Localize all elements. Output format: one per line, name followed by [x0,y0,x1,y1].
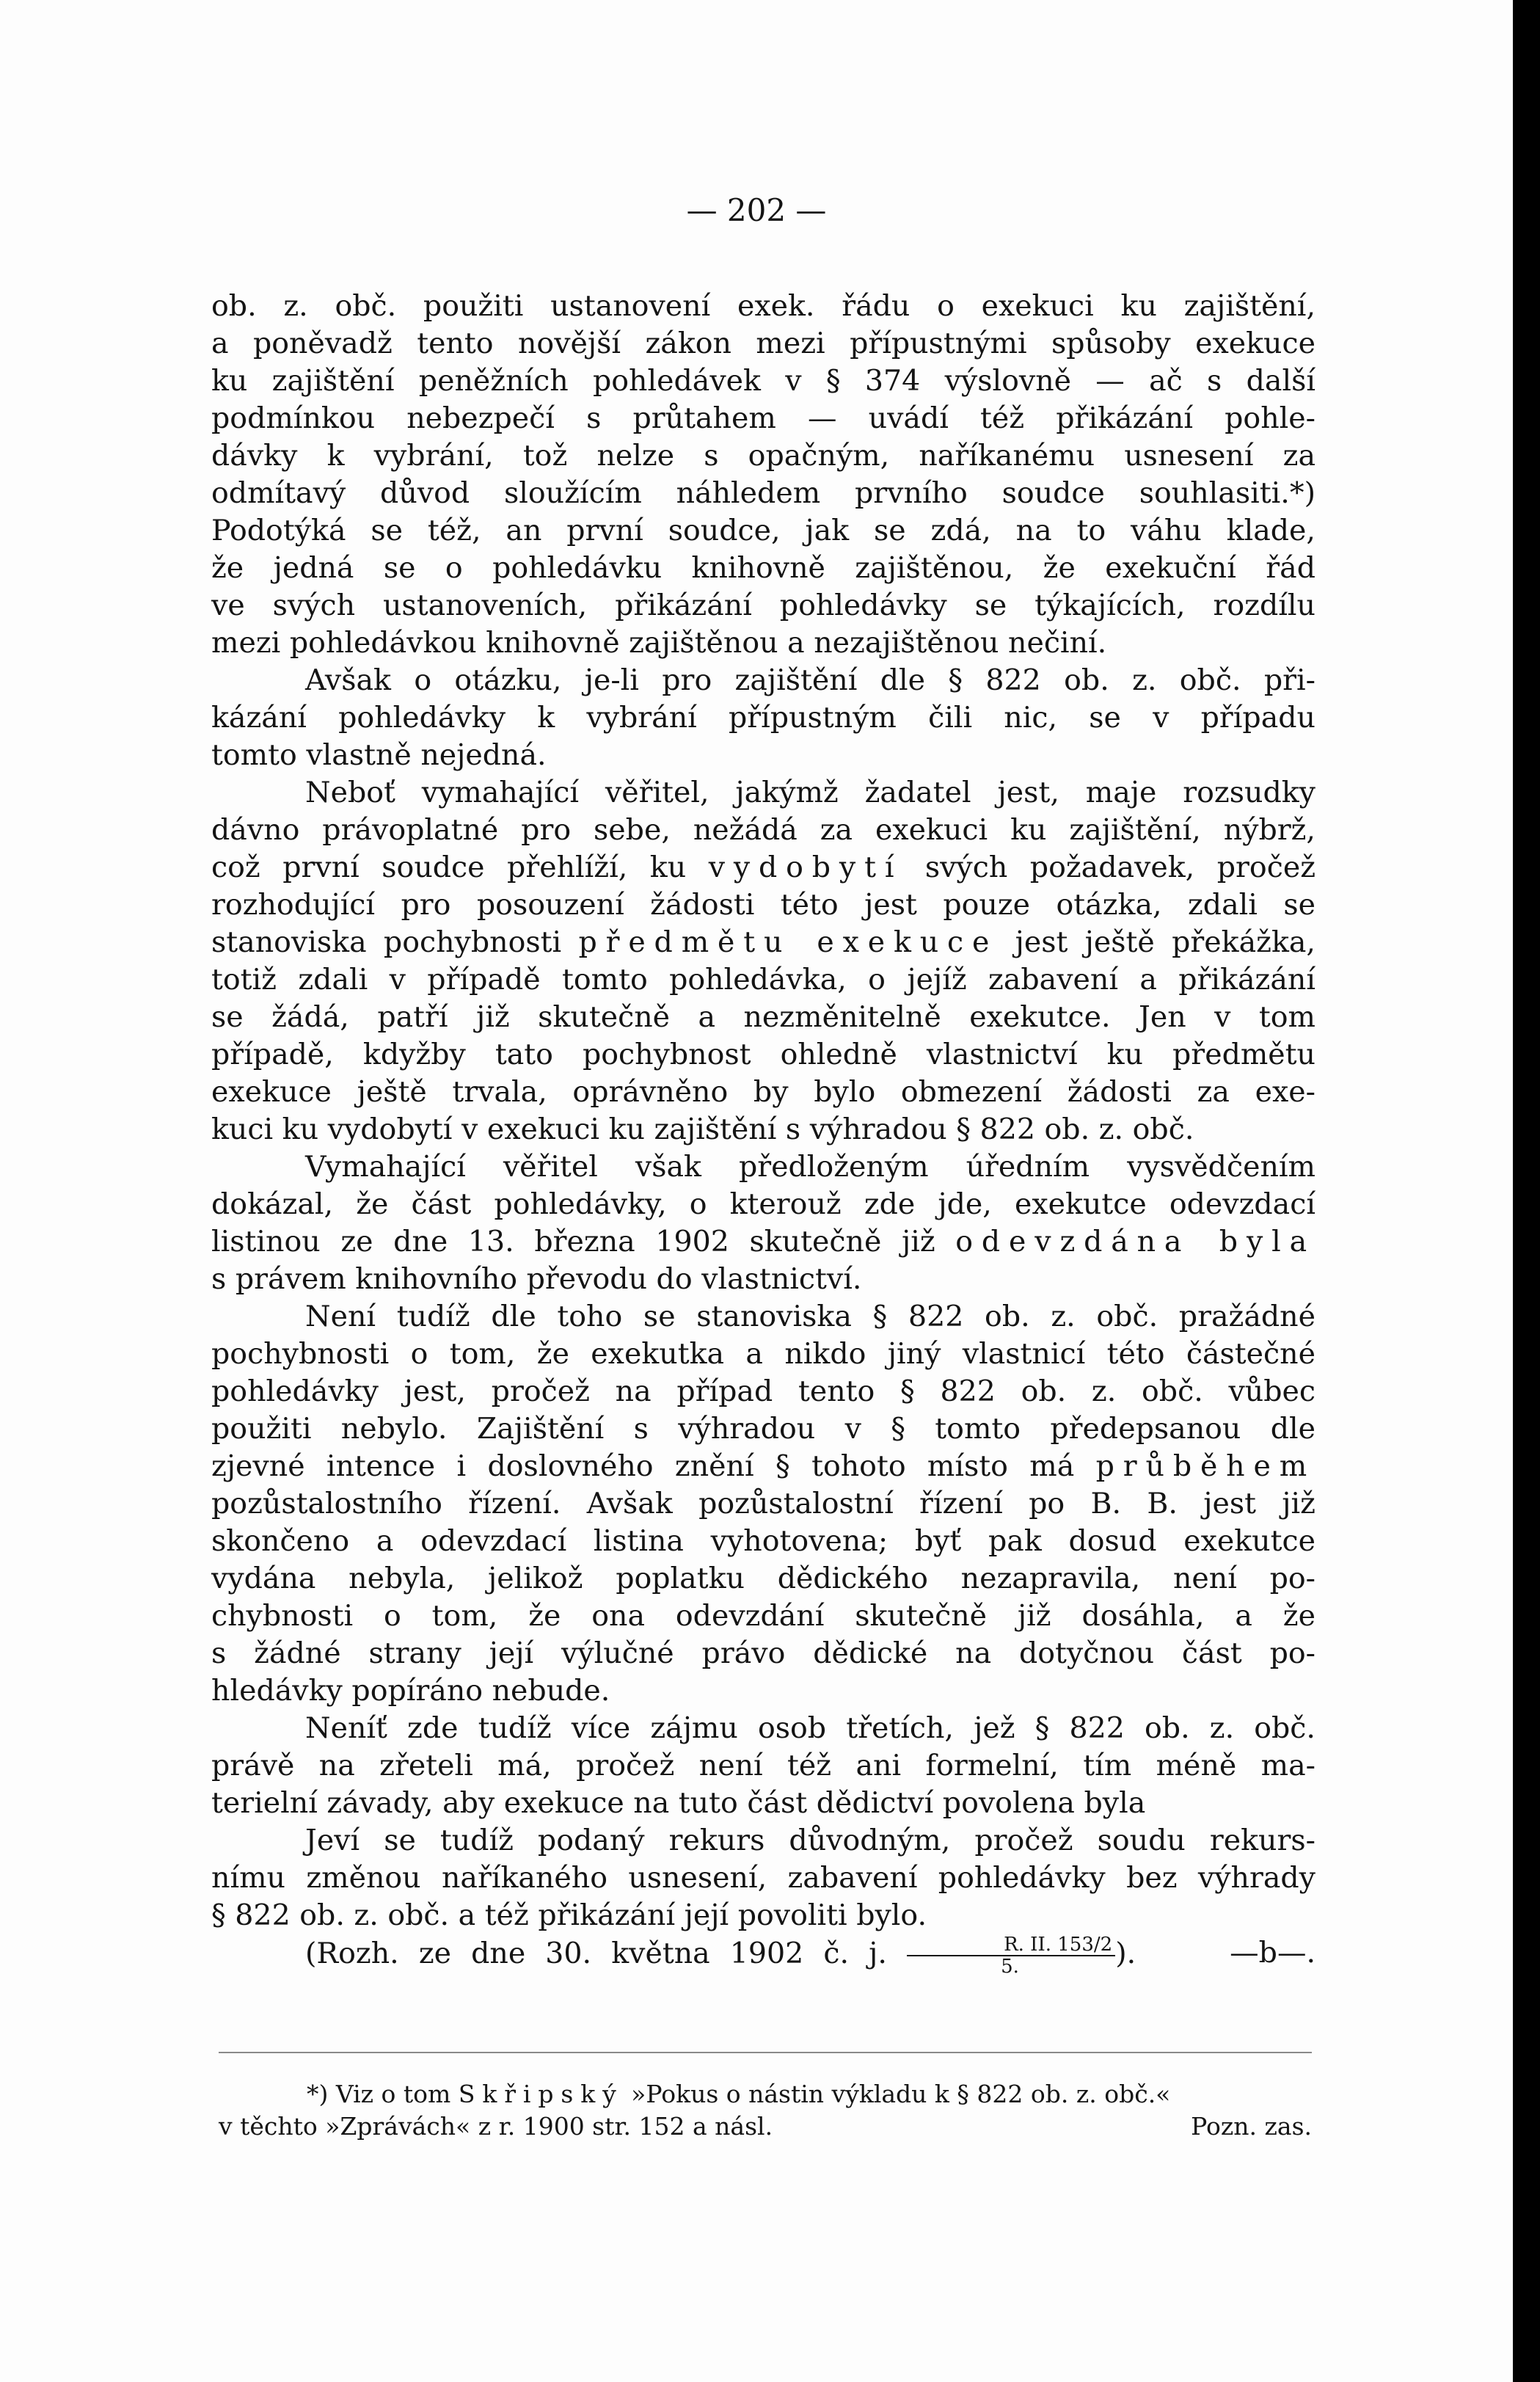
line-part: »Pokus o nástin výkladu k § 822 ob. z. obč.« [631,2080,1171,2108]
text-line: s právem knihovního převodu do vlastnictví. [211,1262,862,1296]
text-line: podmínkou nebezpečí s průtahem — uvádí též přikázání pohle- [211,401,1315,435]
text-line: ob. z. obč. použiti ustanovení exek. řádu o exekuci ku zajištění, [211,289,1315,323]
text-line: totiž zdali v případě tomto pohledávka, o jejíž zabavení a přikázání [211,963,1315,997]
text-line: Není tudíž dle toho se stanoviska § 822 ob. z. obč. pražádné [305,1300,1315,1333]
footnote-line [219,2078,1312,2110]
text-line: Vymahající věřitel však předloženým úředním vysvědčením [305,1150,1315,1184]
line-part: v těchto »Zprávách« z r. 1900 str. 152 a násl. [219,2112,773,2141]
page-number: — 202 — [686,192,827,228]
citation-line [211,1934,1315,1977]
text-line: dokázal, že část pohledávky, o kterouž zde jde, exekutce odevzdací [211,1187,1315,1221]
fraction-denominator: 5. [1001,1956,1019,1978]
text-line: Avšak o otázku, je-li pro zajištění dle § 822 ob. z. obč. při- [305,663,1315,697]
line-part: stanoviska pochybnosti [211,925,562,959]
text-line: a poněvadž tento novější zákon mezi přípustnými spůsoby exekuce [211,327,1315,360]
text-line: kázání pohledávky k vybrání přípustným čili nic, se v případu [211,701,1315,735]
text-line: Neboť vymahající věřitel, jakýmž žadatel jest, maje rozsudky [305,776,1315,809]
text-line: tomto vlastně nejedná. [211,738,547,772]
line-part: svých požadavek, pročež [924,851,1315,884]
text-line: Podotýká se též, an první soudce, jak se zdá, na to váhu klade, [211,514,1315,547]
text-line: rozhodující pro posouzení žádosti této jest pouze otázka, zdali se [211,888,1315,922]
text-line: skončeno a odevzdací listina vyhotovena; byť pak dosud exekutce [211,1524,1315,1558]
spaced-emphasis: předmětu exekuce [578,925,999,959]
footnote-rule [219,2052,1312,2053]
line-part: což první soudce přehlíží, ku [211,851,687,884]
footnote-line [219,2110,1312,2143]
text-line: vydána nebyla, jelikož poplatku dědického nezapravila, není po- [211,1562,1315,1595]
text-line: případě, kdyžby tato pochybnost ohledně vlastnictví ku předmětu [211,1038,1315,1071]
spaced-emphasis: průběhem [1095,1449,1315,1483]
text-line: pohledávky jest, pročež na případ tento § 822 ob. z. obč. vůbec [211,1374,1315,1408]
author-mark: —b—. [1230,1936,1315,1970]
text-line: Neníť zde tudíž více zájmu osob třetích, jež § 822 ob. z. obč. [305,1711,1315,1745]
citation-text: (Rozh. ze dne 30. května 1902 č. j. [305,1937,887,1970]
text-line: exekuce ještě trvala, oprávněno by bylo obmezení žádosti za exe- [211,1075,1315,1109]
text-line: použiti nebylo. Zajištění s výhradou v § tomto předepsanou dle [211,1412,1315,1446]
text-line: Jeví se tudíž podaný rekurs důvodným, pročež soudu rekurs- [305,1824,1315,1857]
editor-note: Pozn. zas. [1191,2112,1312,2141]
spaced-emphasis: vydobytí [708,851,903,884]
text-line: kuci ku vydobytí v exekuci ku zajištění s výhradou § 822 ob. z. obč. [211,1112,1194,1146]
text-line: s žádné strany její výlučné právo dědické na dotyčnou část po- [211,1636,1315,1670]
text-line [211,1223,1315,1261]
text-line [211,1448,1315,1485]
line-part: zjevné intence i doslovného znění § tohoto místo má [211,1449,1075,1483]
spaced-emphasis: Skřipský [458,2080,624,2108]
fraction-numerator: R. II. 153/2 [907,1934,1115,1956]
text-line: se žádá, patří již skutečně a nezměnitelně exekutce. Jen v tom [211,1000,1315,1034]
text-line: mezi pohledávkou knihovně zajištěnou a nezajištěnou nečiní. [211,626,1107,660]
text-line [211,849,1315,886]
text-line: dávno právoplatné pro sebe, nežádá za exekuci ku zajištění, nýbrž, [211,813,1315,847]
line-part: jest ještě překážka, [1015,925,1315,959]
text-line: § 822 ob. z. obč. a též přikázání její povoliti bylo. [211,1898,927,1932]
text-line: ve svých ustanoveních, přikázání pohledávky se týkajících, rozdílu [211,589,1315,622]
text-line: hledávky popíráno nebude. [211,1674,610,1708]
text-line: terielní závady, aby exekuce na tuto část dědictví povolena byla [211,1786,1146,1820]
spaced-emphasis: odevzdána byla [955,1225,1315,1259]
line-part: *) Viz o tom [307,2080,451,2108]
text-line: ku zajištění peněžních pohledávek v § 374 výslovně — ač s další [211,364,1315,398]
line-part: listinou ze dne 13. března 1902 skutečně již [211,1225,935,1259]
reference-fraction [907,1934,1115,1977]
text-line: že jedná se o pohledávku knihovně zajištěnou, že exekuční řád [211,551,1315,585]
main-text [211,288,1315,1977]
text-line: právě na zřeteli má, pročež není též ani formelní, tím méně ma- [211,1749,1315,1782]
text-line: nímu změnou naříkaného usnesení, zabavení pohledávky bez výhrady [211,1861,1315,1895]
text-line [211,924,1315,961]
citation-close: ). [1115,1937,1136,1970]
text-line: dávky k vybrání, tož nelze s opačným, naříkanému usnesení za [211,439,1315,473]
text-line: pochybnosti o tom, že exekutka a nikdo jiný vlastnicí této částečné [211,1337,1315,1371]
text-line: chybnosti o tom, že ona odevzdání skutečně již dosáhla, a že [211,1599,1315,1633]
text-line: pozůstalostního řízení. Avšak pozůstalostní řízení po B. B. jest již [211,1487,1315,1520]
footnote [219,2078,1312,2143]
text-line: odmítavý důvod sloužícím náhledem prvního soudce souhlasiti.*) [211,476,1315,510]
